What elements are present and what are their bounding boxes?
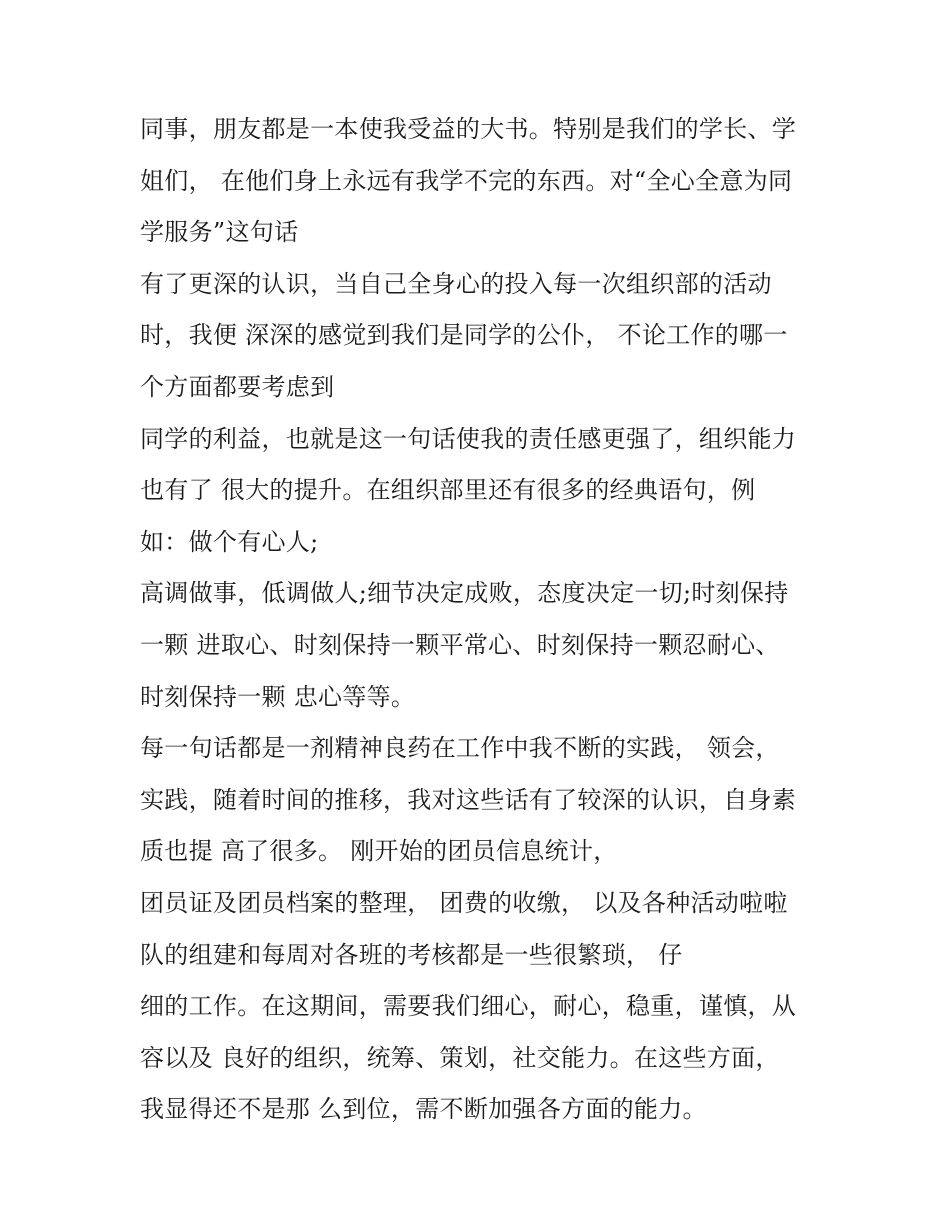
text-line: 我显得还不是那 么到位，需不断加强各方面的能力。 xyxy=(140,1095,707,1124)
text-line: 姐们， 在他们身上永远有我学不完的东西。对“全心全意为同 xyxy=(140,166,793,195)
text-line: 团员证及团员档案的整理， 团费的收缴， 以及各种活动啦啦 xyxy=(140,888,788,917)
body-text xyxy=(140,104,820,1136)
text-line: 容以及 良好的组织，统筹、策划，社交能力。在这些方面， xyxy=(140,1043,780,1072)
text-line: 时刻保持一颗 忠心等等。 xyxy=(140,682,416,711)
text-line: 高调做事，低调做人;细节决定成败，态度决定一切;时刻保持 xyxy=(140,579,789,608)
text-line: 队的组建和每周对各班的考核都是一些很繁琐， 仔 xyxy=(140,940,683,969)
text-line: 有了更深的认识，当自己全身心的投入每一次组织部的活动 xyxy=(140,269,772,298)
text-line: 同学的利益，也就是这一句话使我的责任感更强了，组织能力 xyxy=(140,424,797,453)
text-line: 也有了 很大的提升。在组织部里还有很多的经典语句，例 xyxy=(140,476,756,505)
text-line: 学服务”这句话 xyxy=(140,218,299,247)
text-line: 质也提 高了很多。 刚开始的团员信息统计， xyxy=(140,837,618,866)
text-line: 一颗 进取心、时刻保持一颗平常心、时刻保持一颗忍耐心、 xyxy=(140,630,780,659)
text-line: 每一句话都是一剂精神良药在工作中我不断的实践， 领会， xyxy=(140,734,780,763)
text-line: 细的工作。在这期间，需要我们细心，耐心，稳重，谨慎，从 xyxy=(140,992,797,1021)
text-line: 实践，随着时间的推移，我对这些话有了较深的认识，自身素 xyxy=(140,785,797,814)
text-line: 如：做个有心人; xyxy=(140,527,319,556)
text-line: 同事，朋友都是一本使我受益的大书。特别是我们的学长、学 xyxy=(140,115,797,143)
text-line: 时，我便 深深的感觉到我们是同学的公仆， 不论工作的哪一 xyxy=(140,321,788,350)
text-line: 个方面都要考虑到 xyxy=(140,372,335,401)
